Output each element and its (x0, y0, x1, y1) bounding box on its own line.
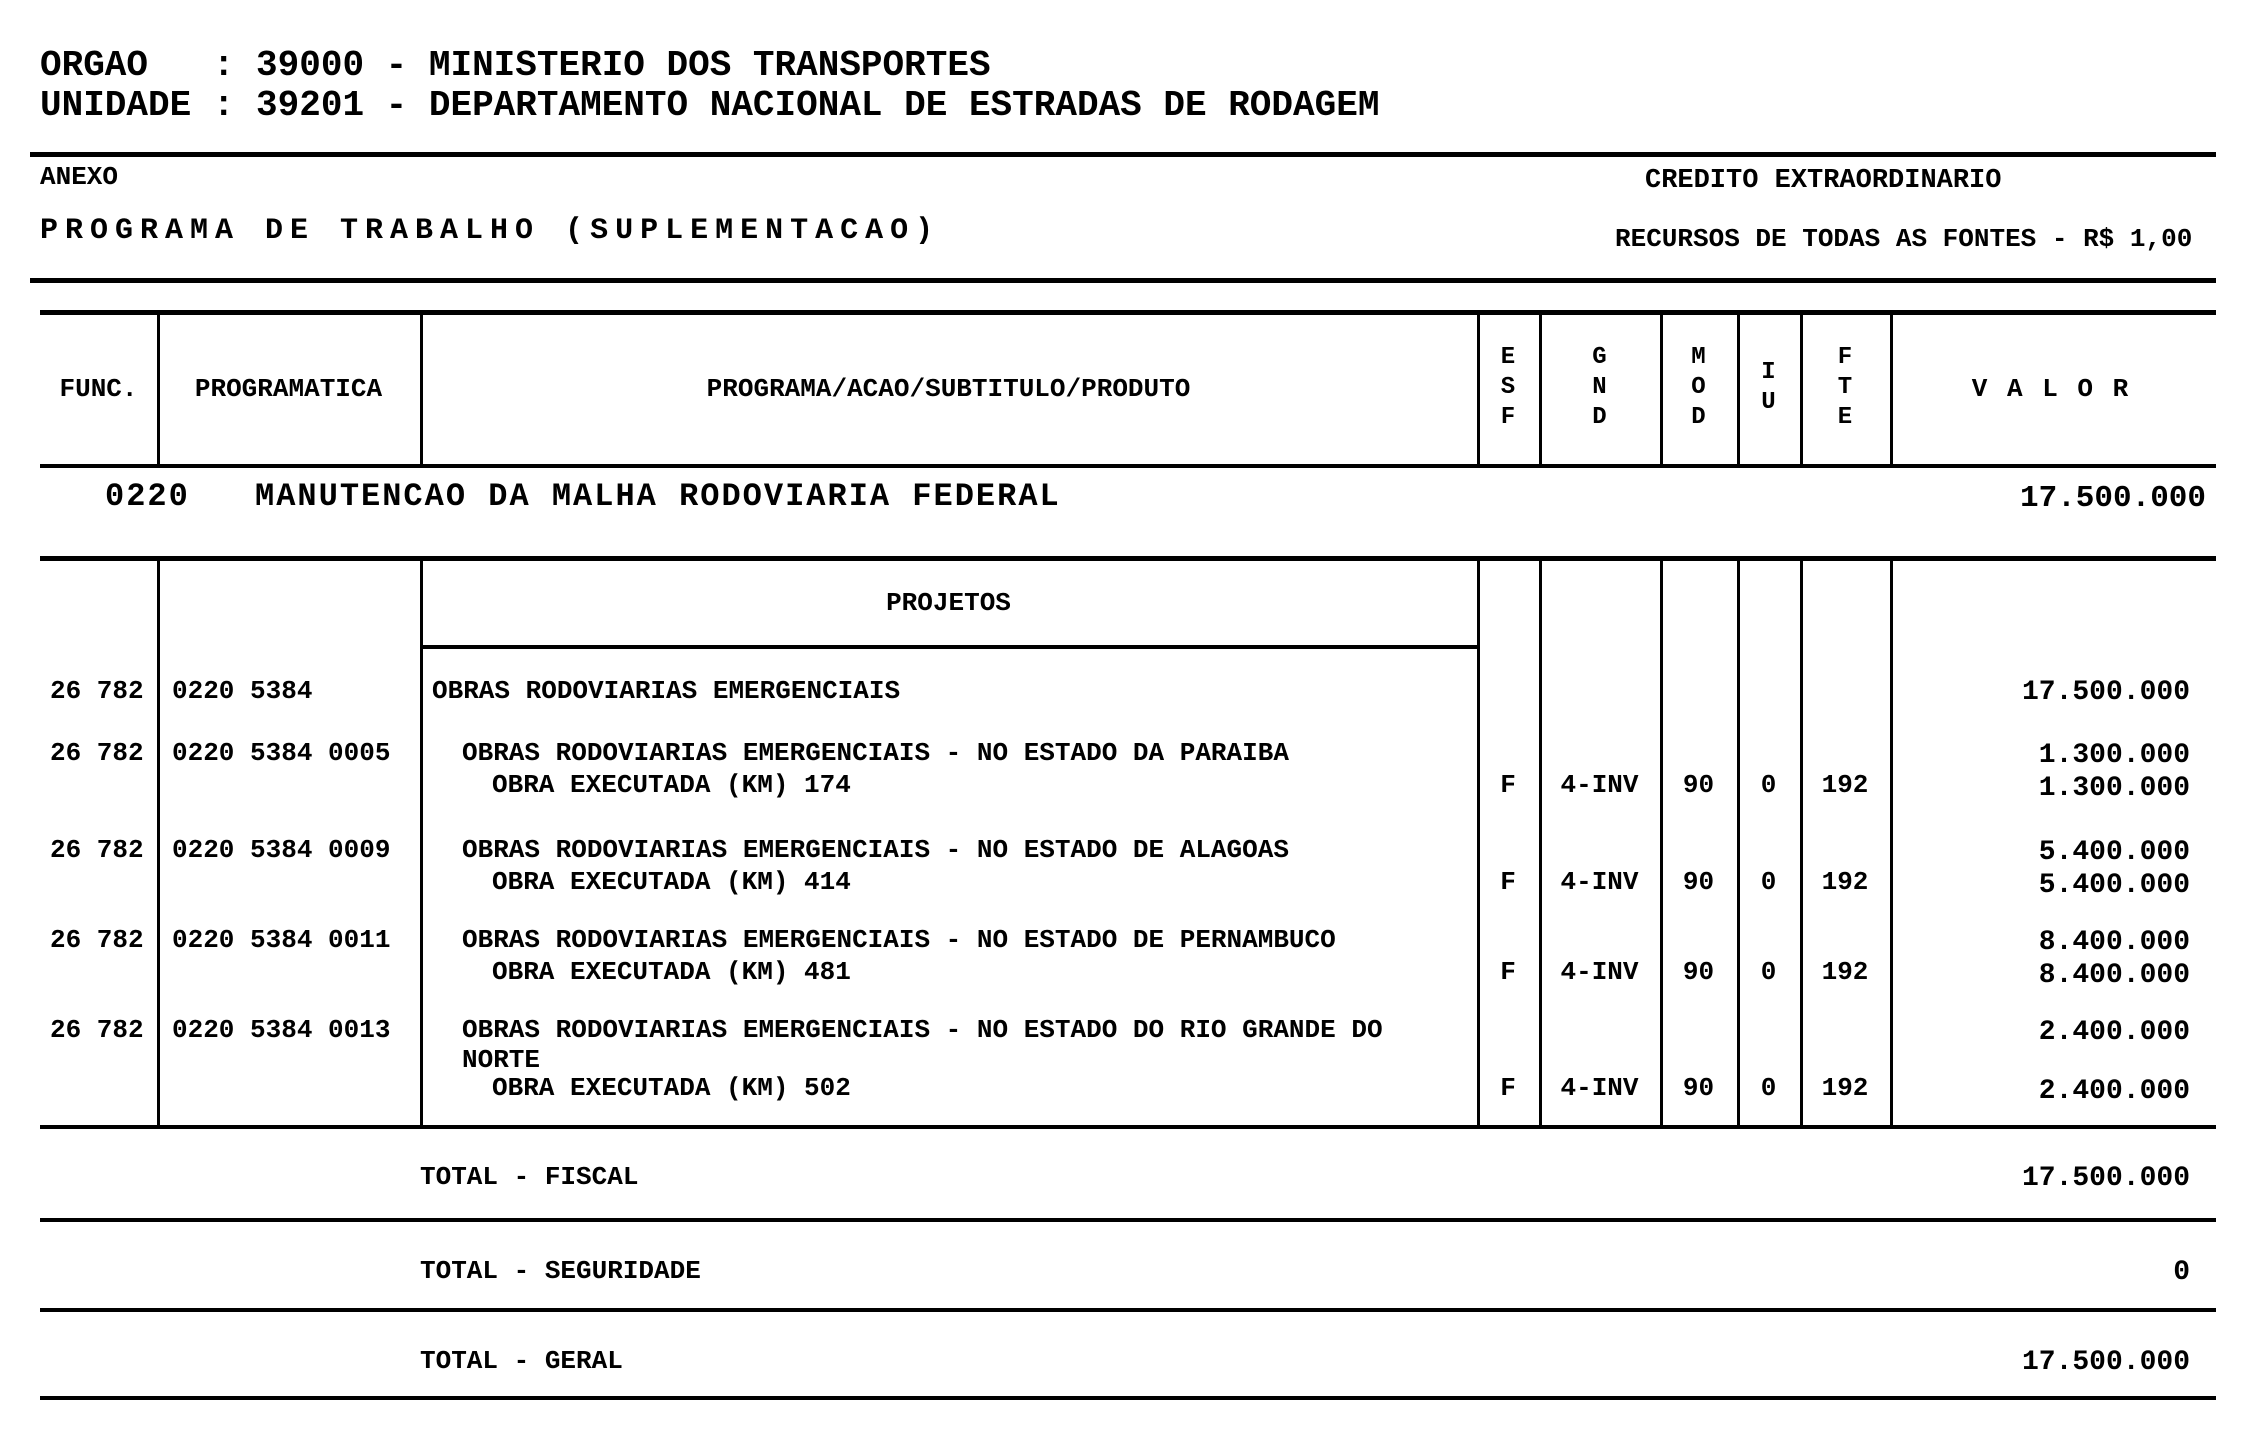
body-divider-mod (1737, 558, 1740, 1125)
iu-cell: 0 (1760, 957, 1777, 987)
value-primary: 2.400.000 (2038, 1017, 2190, 1048)
program-line-1: OBRAS RODOVIARIAS EMERGENCIAIS - NO ESTADO DA PARAIBA (462, 738, 1289, 768)
mod-cell: 90 (1682, 770, 1715, 800)
col-valor-header: V A L O R (1971, 374, 2131, 404)
total-value: 17.500.000 (2021, 1347, 2190, 1378)
gnd-cell: 4-INV (1560, 957, 1639, 987)
mod-cell: 90 (1682, 1073, 1715, 1103)
page-title: PROGRAMA DE TRABALHO (SUPLEMENTACAO) (40, 214, 941, 248)
body-divider-func (157, 558, 160, 1125)
esf-cell: F (1500, 957, 1516, 987)
col-gnd-header: G N D (1592, 344, 1607, 431)
header-orgao-line: ORGAO : 39000 - MINISTERIO DOS TRANSPORTES (40, 45, 991, 86)
fte-cell: 192 (1821, 1073, 1869, 1103)
program-group-value: 17.500.000 (2019, 481, 2206, 516)
col-programatica-header: PROGRAMATICA (194, 374, 383, 404)
value-secondary: 5.400.000 (2038, 870, 2190, 901)
fte-cell: 192 (1821, 867, 1869, 897)
esf-cell: F (1500, 770, 1516, 800)
program-line-1: OBRAS RODOVIARIAS EMERGENCIAIS - NO ESTADO DO RIO GRANDE DO (462, 1015, 1383, 1045)
header-unidade-line: UNIDADE : 39201 - DEPARTAMENTO NACIONAL DE ESTRADAS DE RODAGEM (40, 85, 1380, 126)
esf-cell: F (1500, 1073, 1516, 1103)
rule-top-2 (30, 278, 2216, 283)
body-divider-gnd (1660, 558, 1663, 1125)
programatica-cell: 0220 5384 (172, 676, 313, 706)
total-value: 0 (2173, 1257, 2190, 1288)
iu-cell: 0 (1760, 867, 1777, 897)
value-primary: 8.400.000 (2038, 927, 2190, 958)
rule-top-1 (30, 152, 2216, 157)
body-divider-iu (1800, 558, 1803, 1125)
total-label: TOTAL - FISCAL (420, 1162, 639, 1192)
programatica-cell: 0220 5384 0009 (172, 835, 391, 865)
total-label: TOTAL - GERAL (420, 1346, 623, 1376)
func-cell: 26 782 (50, 676, 144, 706)
fte-cell: 192 (1821, 957, 1869, 987)
projetos-underline (420, 645, 1480, 649)
col-mod-header: M O D (1691, 344, 1706, 431)
program-line-2: OBRA EXECUTADA (KM) 481 (492, 957, 851, 987)
total-rule-2 (40, 1308, 2216, 1312)
gnd-cell: 4-INV (1560, 770, 1639, 800)
program-line-1-cont: NORTE (462, 1045, 541, 1075)
col-fte-header: F T E (1837, 344, 1853, 431)
body-divider-esf (1539, 558, 1542, 1125)
body-divider-programatica (420, 558, 423, 1125)
col-func-header: FUNC. (59, 374, 138, 404)
programatica-cell: 0220 5384 0011 (172, 925, 391, 955)
total-rule-1 (40, 1218, 2216, 1222)
credito-label: CREDITO EXTRAORDINARIO (1645, 166, 2002, 196)
esf-cell: F (1500, 867, 1516, 897)
body-divider-fte (1890, 558, 1893, 1125)
value-secondary: 1.300.000 (2038, 773, 2190, 804)
value-primary: 17.500.000 (2021, 677, 2190, 708)
program-line-1: OBRAS RODOVIARIAS EMERGENCIAIS (432, 676, 901, 706)
table-header-bottom-rule (40, 464, 2216, 468)
total-value: 17.500.000 (2021, 1163, 2190, 1194)
program-line-1: OBRAS RODOVIARIAS EMERGENCIAIS - NO ESTADO DE ALAGOAS (462, 835, 1289, 865)
func-cell: 26 782 (50, 835, 144, 865)
col-programa-header: PROGRAMA/ACAO/SUBTITULO/PRODUTO (706, 374, 1191, 404)
mod-cell: 90 (1682, 867, 1715, 897)
value-primary: 1.300.000 (2038, 740, 2190, 771)
recursos-label: RECURSOS DE TODAS AS FONTES - R$ 1,00 (1615, 224, 2193, 254)
func-cell: 26 782 (50, 738, 144, 768)
value-secondary: 2.400.000 (2038, 1076, 2190, 1107)
total-rule-3 (40, 1396, 2216, 1400)
program-line-2: OBRA EXECUTADA (KM) 502 (492, 1073, 851, 1103)
total-label: TOTAL - SEGURIDADE (420, 1256, 701, 1286)
program-line-1: OBRAS RODOVIARIAS EMERGENCIAIS - NO ESTADO DE PERNAMBUCO (462, 925, 1336, 955)
iu-cell: 0 (1760, 770, 1777, 800)
programatica-cell: 0220 5384 0005 (172, 738, 391, 768)
program-line-2: OBRA EXECUTADA (KM) 174 (492, 770, 851, 800)
projetos-label: PROJETOS (886, 588, 1011, 618)
value-secondary: 8.400.000 (2038, 960, 2190, 991)
mod-cell: 90 (1682, 957, 1715, 987)
gnd-cell: 4-INV (1560, 867, 1639, 897)
col-esf-header: E S F (1500, 344, 1516, 431)
programatica-cell: 0220 5384 0013 (172, 1015, 391, 1045)
table-body-bottom-rule (40, 1125, 2216, 1129)
gnd-cell: 4-INV (1560, 1073, 1639, 1103)
col-iu-header: I U (1761, 359, 1776, 416)
program-line-2: OBRA EXECUTADA (KM) 414 (492, 867, 851, 897)
anexo-label: ANEXO (40, 162, 119, 192)
func-cell: 26 782 (50, 925, 144, 955)
iu-cell: 0 (1760, 1073, 1777, 1103)
program-group-name: MANUTENCAO DA MALHA RODOVIARIA FEDERAL (255, 478, 1061, 515)
body-divider-programa (1477, 558, 1480, 1125)
fte-cell: 192 (1821, 770, 1869, 800)
value-primary: 5.400.000 (2038, 837, 2190, 868)
func-cell: 26 782 (50, 1015, 144, 1045)
program-group-code: 0220 (105, 478, 190, 515)
